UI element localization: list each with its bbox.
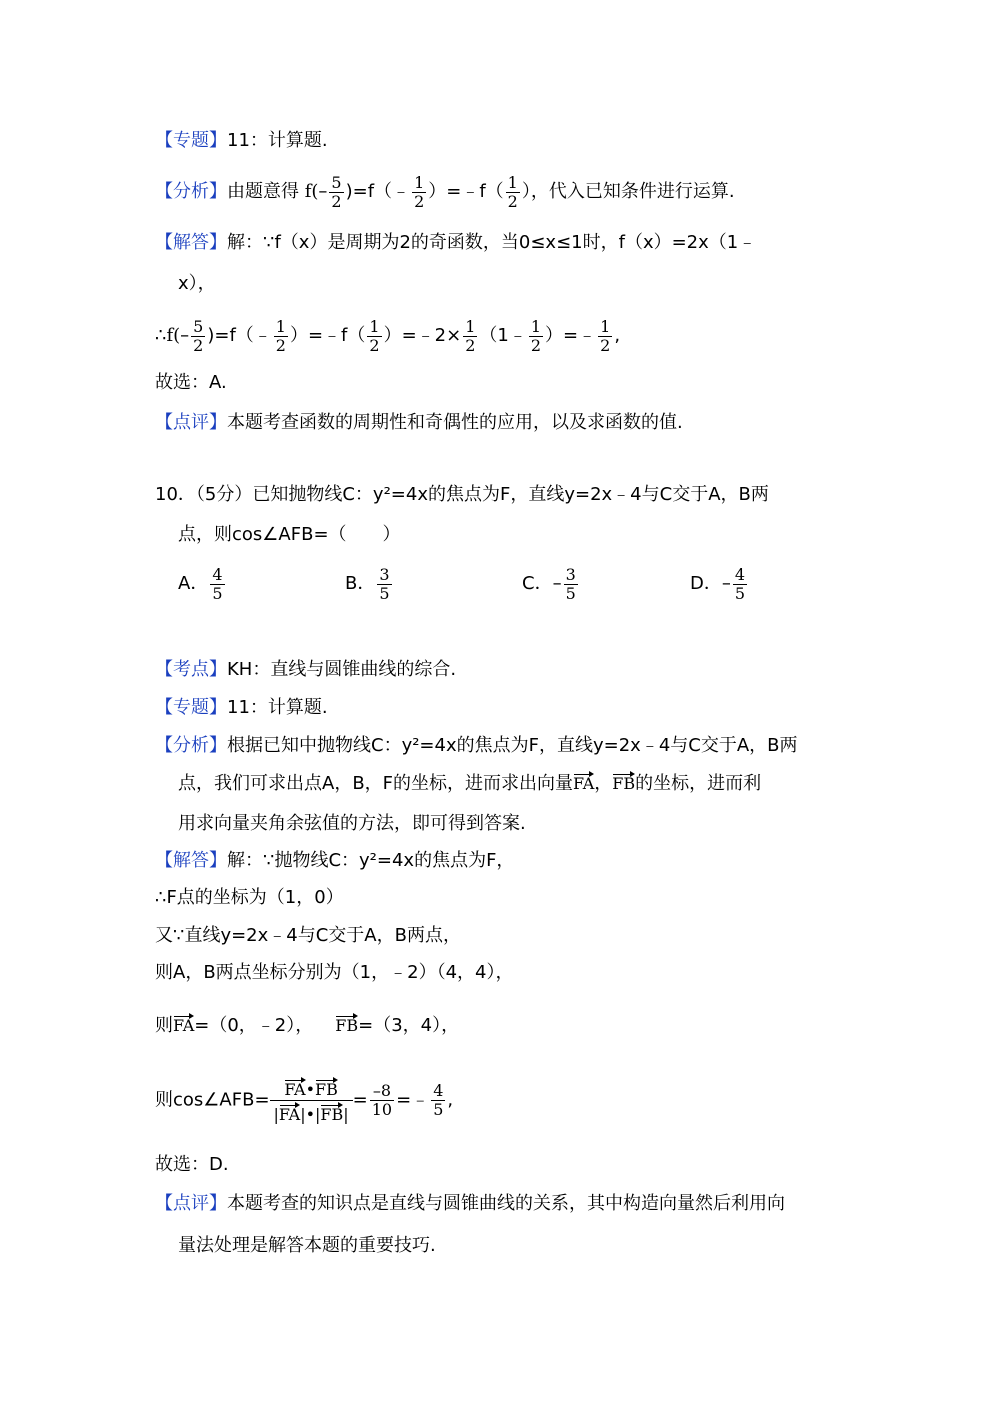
option-a[interactable]: A． $\frac{4}{5}$ [178, 565, 223, 603]
math-text: ）=﹣f（ [428, 181, 504, 203]
fraction: $\frac{1}{2}$ [507, 173, 518, 211]
dianping-bracket: 【点评】 [155, 1193, 227, 1214]
fraction: $\frac{1}{2}$ [275, 317, 286, 355]
fraction: $\frac{5}{2}$ [331, 173, 342, 211]
jieda-text: 解：∵抛物线C：y²=4x的焦点为F， [227, 850, 515, 871]
fraction: $\frac{4}{5}$ [734, 565, 746, 603]
zhuanti-text: 11：计算题. [227, 697, 328, 718]
math-text: =f（﹣ [352, 181, 411, 203]
fraction: $\frac{3}{5}$ [565, 565, 576, 603]
fenxi-bracket: 【分析】 [155, 735, 227, 756]
vector-fa: FA [173, 1016, 195, 1035]
q9-zhuanti [155, 132, 328, 150]
fraction: $\frac{1}{2}$ [465, 317, 476, 355]
zhuanti-bracket: 【专题】 [155, 697, 227, 718]
q10-fenxi [155, 737, 798, 755]
vector-fa: FA [573, 774, 595, 793]
fraction: $\frac{-8}{10}$ [371, 1081, 393, 1119]
math-f: f( [304, 181, 319, 203]
q10-fenxi-line2: 点，我们可求出点A，B，F的坐标，进而求出向量FA，FB的坐标，进而利 [178, 773, 762, 794]
q9-jieda-cont: x）， [178, 273, 216, 294]
q9-dianping [155, 414, 683, 432]
jieda-bracket: 【解答】 [155, 232, 227, 253]
kaodian-bracket: 【考点】 [155, 659, 227, 680]
q10-vector-values: 则FA=（0，﹣2）， FB=（3，4）， [155, 1015, 460, 1036]
q10-guxuan: 故选：D. [155, 1154, 229, 1175]
q9-therefore-line: ∴f(– $\frac{5}{2}$ )=f（﹣ $\frac{1}{2}$ ）=﹣f（ $\frac{1}{2}$ ）=﹣2× $\frac{1}{2}$ （1﹣ $\frac{1}{2}$ ）=﹣ $\frac{1}{2}$ , [155, 317, 621, 355]
q10-fenxi-line3: 用求向量夹角余弦值的方法，即可得到答案. [178, 813, 526, 834]
math-text: ），代入已知条件进行运算. [521, 181, 735, 203]
zhuanti-text: 11：计算题. [227, 130, 328, 151]
vector-fb: FB [335, 1016, 359, 1035]
q10-f-coord: ∴F点的坐标为（1，0） [155, 887, 344, 908]
q9-fenxi [155, 174, 735, 210]
cos-fraction: $\frac{FA•FB}{|FA|•|FB|}$ [270, 1078, 353, 1123]
q10-jieda [155, 852, 514, 870]
fraction: $\frac{4}{5}$ [433, 1081, 444, 1119]
jieda-bracket: 【解答】 [155, 850, 227, 871]
zhuanti-bracket: 【专题】 [155, 130, 227, 151]
fraction: $\frac{4}{5}$ [212, 565, 223, 603]
fenxi-bracket: 【分析】 [155, 181, 227, 203]
q10-dianping-cont: 量法处理是解答本题的重要技巧. [178, 1235, 436, 1256]
fraction: $\frac{5}{2}$ [193, 317, 204, 355]
jieda-text: 解：∵f（x）是周期为2的奇函数，当0≤x≤1时，f（x）=2x（1﹣ [227, 232, 757, 253]
kaodian-text: KH：直线与圆锥曲线的综合. [227, 659, 457, 680]
fraction: $\frac{1}{2}$ [369, 317, 380, 355]
fraction: $\frac{1}{2}$ [414, 173, 425, 211]
fraction: $\frac{1}{2}$ [600, 317, 611, 355]
fraction: $\frac{1}{2}$ [530, 317, 542, 355]
dianping-text: 本题考查的知识点是直线与圆锥曲线的关系，其中构造向量然后利用向 [227, 1193, 785, 1214]
q9-jieda [155, 234, 756, 252]
math-minus: – [318, 181, 328, 203]
dianping-bracket: 【点评】 [155, 412, 227, 433]
q10-ab-coords: 则A，B两点坐标分别为（1，﹣2）（4，4）， [155, 962, 514, 983]
q10-kaodian [155, 661, 456, 679]
fenxi-text: 由题意得 [227, 181, 299, 203]
vector-fb: FB [612, 774, 636, 793]
q10-stem-cont: 点，则cos∠AFB=（ ） [178, 524, 401, 545]
q10-zhuanti [155, 699, 328, 717]
q10-dianping [155, 1195, 785, 1213]
math-paren: ) [345, 181, 353, 203]
option-d[interactable]: D．– $\frac{4}{5}$ [690, 565, 746, 603]
option-c[interactable]: C．– $\frac{3}{5}$ [522, 565, 576, 603]
q10-stem: 10．（5分）已知抛物线C：y²=4x的焦点为F，直线y=2x﹣4与C交于A，B两 [155, 484, 769, 505]
fenxi-text: 根据已知中抛物线C：y²=4x的焦点为F，直线y=2x﹣4与C交于A，B两 [227, 735, 798, 756]
dianping-text: 本题考查函数的周期性和奇偶性的应用，以及求函数的值. [227, 412, 683, 433]
therefore-symbol: ∴ [155, 325, 167, 347]
fraction: $\frac{3}{5}$ [379, 565, 390, 603]
q9-guxuan: 故选：A. [155, 372, 227, 393]
q10-line-intersect: 又∵直线y=2x﹣4与C交于A，B两点， [155, 925, 461, 946]
option-b[interactable]: B． $\frac{3}{5}$ [345, 565, 390, 603]
q10-cos-formula: 则cos∠AFB= $\frac{FA•FB}{|FA|•|FB|}$ = $\frac{-8}{10}$ =﹣ $\frac{4}{5}$ , [155, 1080, 454, 1124]
